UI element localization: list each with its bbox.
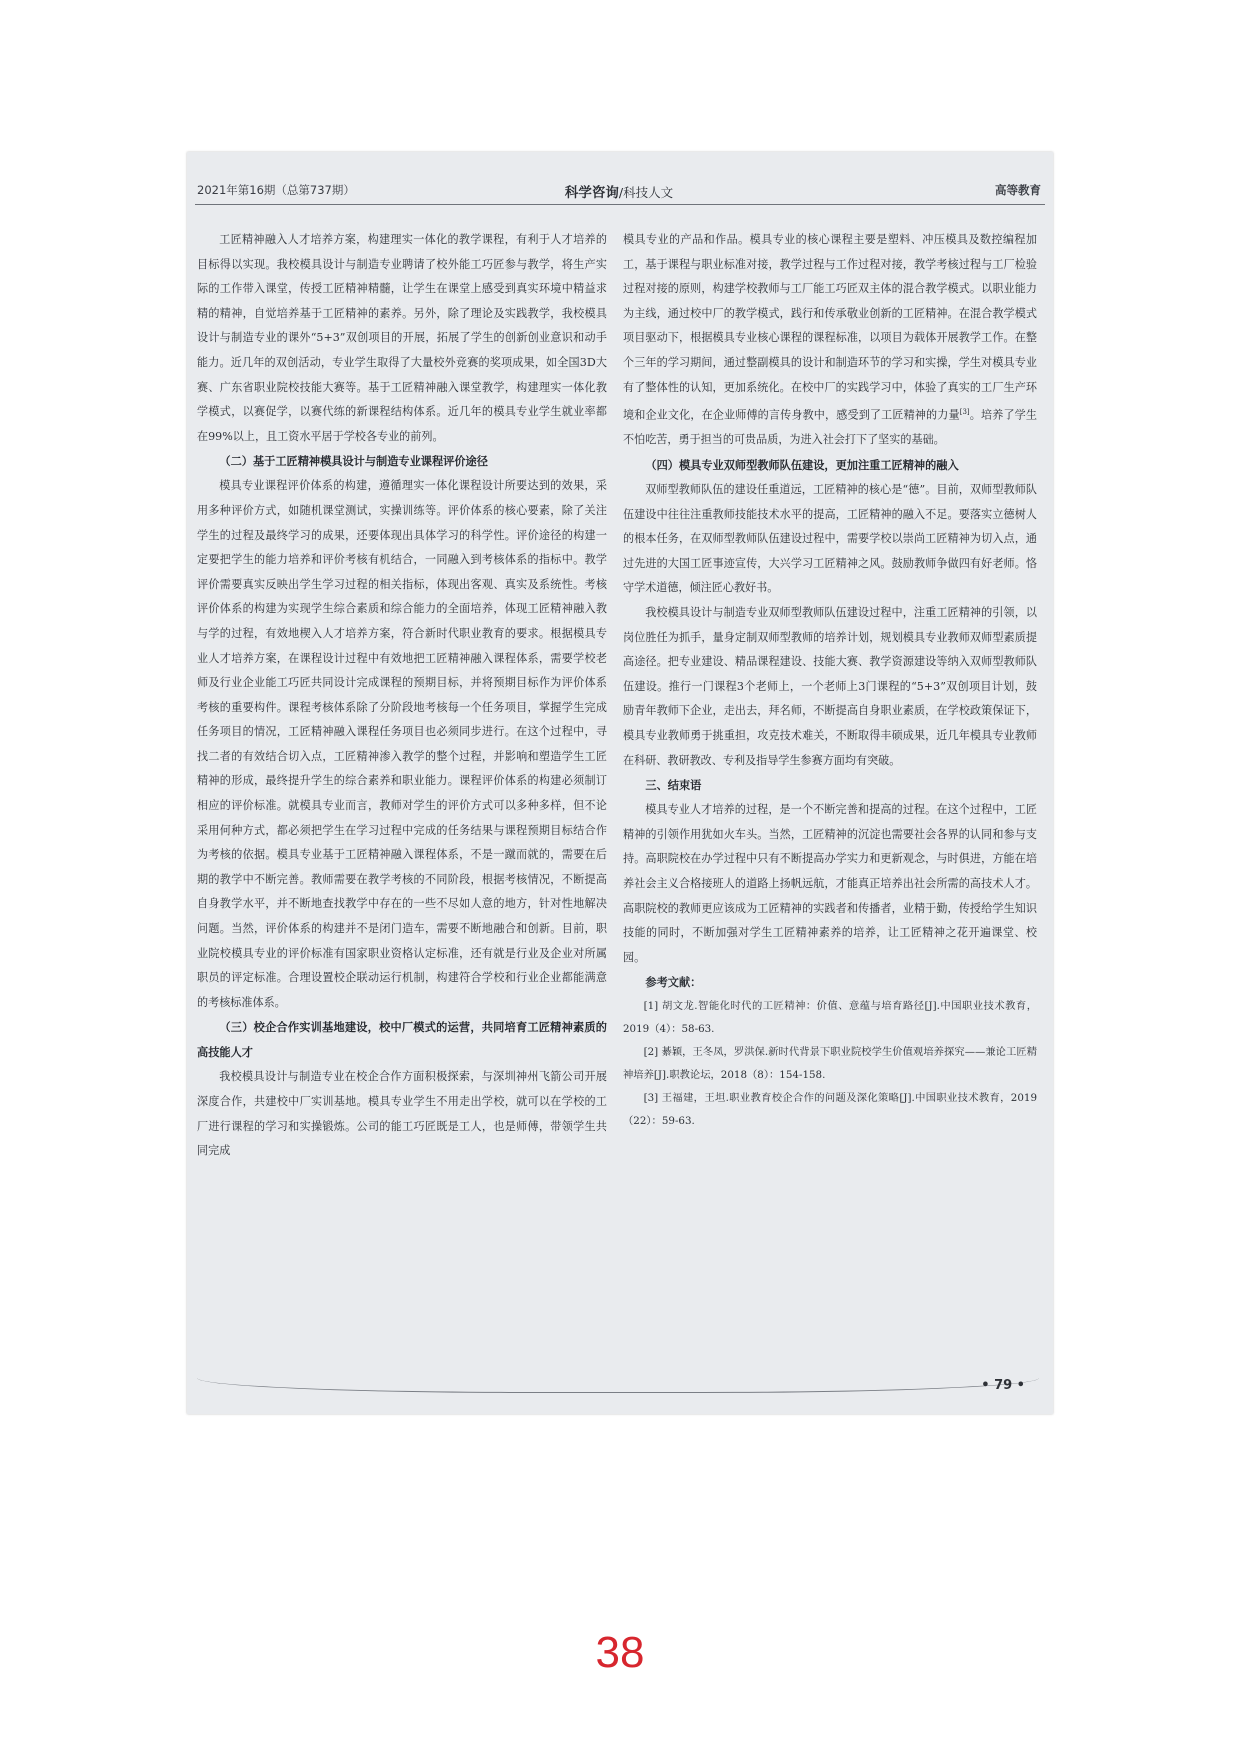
paragraph-text: 模具专业的产品和作品。模具专业的核心课程主要是塑料、冲压模具及数控编程加工，基于课程与职业标准对接，教学过程与工作过程对接，教学考核过程与工厂检验过程对接的原则，构建学校教师与工厂能工巧匠双主体的混合教学模式。以职业能力为主线，通过校中厂的教学模式，践行和传承敬业创新的工匠精神。在混合教学模式项目驱动下，根据模具专业核心课程的课程标准，以项目为载体开展教学工作。在整个三年的学习期间，通过整副模具的设计和制造环节的学习和实操，学生对模具专业有了整体性的认知，更加系统化。在校中厂的实践学习中，体验了真实的工厂生产环境和企业文化，在企业师傅的言传身教中，感受到了工匠精神的力量	[623, 233, 1037, 422]
footer-rule	[197, 1378, 1039, 1393]
journal-suffix: /科技人文	[618, 185, 674, 200]
left-column	[197, 228, 607, 1164]
header-rule	[195, 204, 1045, 205]
citation: [3]	[959, 408, 970, 417]
section-name: 高等教育	[995, 183, 1041, 197]
section-heading: （二）基于工匠精神模具设计与制造专业课程评价途径	[219, 455, 488, 469]
scanned-page	[187, 152, 1053, 1414]
document-page-number: 38	[595, 1628, 645, 1677]
paragraph: 模具专业人才培养的过程，是一个不断完善和提高的过程。在这个过程中，工匠精神的引领作用犹如火车头。当然，工匠精神的沉淀也需要社会各界的认同和参与支持。高职院校在办学过程中只有不断提高办学实力和更新观念，与时俱进，方能在培养社会主义合格接班人的道路上扬帆远航，才能真正培养出社会所需的高技术人才。高职院校的教师更应该成为工匠精神的实践者和传播者，业精于勤，传授给学生知识技能的同时，不断加强对学生工匠精神素养的培养，让工匠精神之花开遍课堂、校园。	[623, 803, 1037, 964]
paragraph: 双师型教师队伍的建设任重道远，工匠精神的核心是“德”。目前，双师型教师队伍建设中往往注重教师技能技术水平的提高，工匠精神的融入不足。要落实立德树人的根本任务，在双师型教师队伍建设过程中，需要学校以崇尚工匠精神为切入点，通过先进的大国工匠事迹宣传，大兴学习工匠精神之风。鼓励教师争做四有好老师。恪守学术道德，倾注匠心教好书。	[623, 483, 1037, 595]
right-column	[623, 228, 1037, 1133]
running-header	[197, 182, 1041, 202]
section-heading: （四）模具专业双师型教师队伍建设，更加注重工匠精神的融入	[645, 459, 959, 473]
paragraph: 模具专业课程评价体系的构建，遵循理实一体化课程设计所要达到的效果，采用多种评价方式，如随机课堂测试，实操训练等。评价体系的核心要素，除了关注学生的过程及最终学习的成果，还要体现出具体学习的科学性。评价途径的构建一定要把学生的能力培养和评价考核有机结合，一同融入到考核体系的指标中。教学评价需要真实反映出学生学习过程的相关指标，体现出客观、真实及系统性。考核评价体系的构建为实现学生综合素质和综合能力的全面培养，体现工匠精神融入教与学的过程，有效地楔入人才培养方案，符合新时代职业教育的要求。根据模具专业人才培养方案，在课程设计过程中有效地把工匠精神融入课程体系，需要学校老师及行业企业能工巧匠共同设计完成课程的预期目标，并将预期目标作为评价体系考核的重要构件。课程考核体系除了分阶段地考核每一个任务项目，掌握学生完成任务项目的情况，工匠精神融入课程任务项目也必须同步进行。在这个过程中，寻找二者的有效结合切入点，工匠精神渗入教学的整个过程，并影响和塑造学生工匠精神的形成，最终提升学生的综合素养和职业能力。课程评价体系的构建必须制订相应的评价标准。就模具专业而言，教师对学生的评价方式可以多种多样，但不论采用何种方式，都必须把学生在学习过程中完成的任务结果与课程预期目标结合作为考核的依据。模具专业基于工匠精神融入课程体系，不是一蹴而就的，需要在后期的教学中不断完善。教师需要在教学考核的不同阶段，根据考核情况，不断提高自身教学水平，并不断地查找教学中存在的一些不尽如人意的地方，针对性地解决问题。当然，评价体系的构建并不是闭门造车，需要不断地融合和创新。目前，职业院校模具专业的评价标准有国家职业资格认定标准，还有就是行业及企业对所属职员的评定标准。合理设置校企联动运行机制，构建符合学校和行业企业都能满意的考核标准体系。	[197, 479, 607, 1009]
issue-info: 2021年第16期（总第737期）	[197, 183, 355, 197]
paragraph: 我校模具设计与制造专业双师型教师队伍建设过程中，注重工匠精神的引领，以岗位胜任为抓手，量身定制双师型教师的培养计划，规划模具专业教师双师型素质提高途径。把专业建设、精品课程建设、技能大赛、教学资源建设等纳入双师型教师队伍建设。推行一门课程3个老师上，一个老师上3门课程的“5+3”双创项目计划，鼓励青年教师下企业，走出去，拜名师，不断提高自身职业素质，在学校政策保证下，模具专业教师勇于挑重担，攻克技术难关，不断取得丰硕成果，近几年模具专业教师在科研、教研教改、专利及指导学生参赛方面均有突破。	[623, 606, 1037, 767]
paragraph	[623, 228, 1037, 453]
reference-item: [3] 王福建，王坦.职业教育校企合作的问题及深化策略[J].中国职业技术教育，2019（22）：59-63.	[623, 1092, 1037, 1128]
conclusion-heading: 三、结束语	[645, 779, 702, 793]
reference-item: [1] 胡文龙.智能化时代的工匠精神：价值、意蕴与培育路径[J].中国职业技术教育，2019（4）：58-63.	[623, 1000, 1037, 1036]
paragraph-text: 。培养了学生不怕吃苦，勇于担当的可贵品质，为进入社会打下了坚实的基础。	[623, 408, 1037, 447]
journal-name: 科学咨询	[564, 185, 619, 201]
references-title: 参考文献：	[645, 976, 702, 990]
reference-item: [2] 綦颖，王冬凤，罗洪保.新时代背景下职业院校学生价值观培养探究——兼论工匠精神培养[J].职教论坛，2018（8）：154-158.	[623, 1046, 1037, 1082]
paragraph: 我校模具设计与制造专业在校企合作方面积极探索，与深圳神州飞箭公司开展深度合作，共建校中厂实训基地。模具专业学生不用走出学校，就可以在学校的工厂进行课程的学习和实操锻炼。公司的能工巧匠既是工人，也是师傅，带领学生共同完成	[197, 1070, 607, 1158]
section-heading: （三）校企合作实训基地建设，校中厂模式的运营，共同培育工匠精神素质的高技能人才	[197, 1021, 607, 1060]
journal-title	[197, 181, 1041, 201]
paragraph: 工匠精神融入人才培养方案，构建理实一体化的教学课程，有利于人才培养的目标得以实现。我校模具设计与制造专业聘请了校外能工巧匠参与教学，将生产实际的工作带入课堂，传授工匠精神精髓，让学生在课堂上感受到真实环境中精益求精的精神，自觉培养基于工匠精神的素养。另外，除了理论及实践教学，我校模具设计与制造专业的课外“5+3”双创项目的开展，拓展了学生的创新创业意识和动手能力。近几年的双创活动，专业学生取得了大量校外竞赛的奖项成果，如全国3D大赛、广东省职业院校技能大赛等。基于工匠精神融入课堂教学，构建理实一体化教学模式，以赛促学，以赛代练的新课程结构体系。近几年的模具专业学生就业率都在99%以上，且工资水平居于学校各专业的前列。	[197, 233, 607, 443]
page-number: • 79 •	[981, 1378, 1025, 1393]
